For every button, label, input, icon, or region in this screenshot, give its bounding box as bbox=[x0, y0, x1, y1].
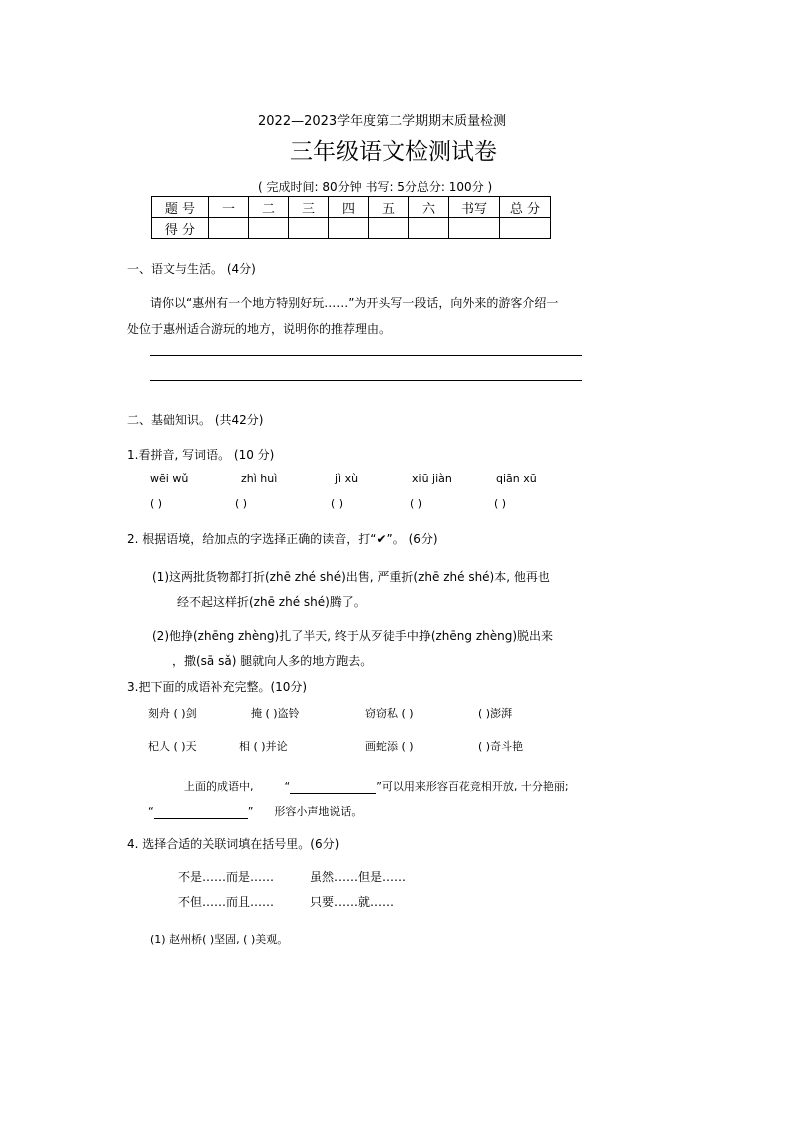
answer-line[interactable] bbox=[150, 355, 582, 356]
q2-item1-line1: (1)这两批货物都打折(zhē zhé shé)出售, 严重折(zhē zhé shé)本, 他再也 bbox=[152, 570, 550, 584]
q1-pinyin: zhì huì bbox=[241, 472, 278, 485]
q4-option: 不是……而是…… bbox=[178, 870, 275, 884]
idiom-item[interactable]: 杞人 ( )天 bbox=[148, 740, 197, 753]
idiom-item[interactable]: ( )澎湃 bbox=[478, 707, 513, 720]
score-input-cell[interactable] bbox=[329, 218, 369, 239]
q1-answer-bracket[interactable]: ( ) bbox=[494, 497, 507, 510]
q2-item1-line2: 经不起这样折(zhē zhé shé)腾了。 bbox=[177, 595, 366, 609]
q4-option: 虽然……但是…… bbox=[310, 870, 407, 884]
score-cell: 二 bbox=[249, 197, 289, 218]
score-cell: 一 bbox=[209, 197, 249, 218]
score-input-cell[interactable] bbox=[249, 218, 289, 239]
score-cell: 五 bbox=[369, 197, 409, 218]
q2-item2-line1: (2)他挣(zhēng zhèng)扎了半天, 终于从歹徒手中挣(zhēng zhèng)脱出来 bbox=[152, 629, 554, 643]
score-input-cell[interactable] bbox=[409, 218, 449, 239]
q1-answer-bracket[interactable]: ( ) bbox=[410, 497, 423, 510]
score-cell: 六 bbox=[409, 197, 449, 218]
idiom-item[interactable]: 掩 ( )盗铃 bbox=[251, 707, 300, 720]
q3-note-line2 bbox=[148, 803, 362, 819]
q3-fill-blank[interactable] bbox=[290, 781, 376, 794]
q3-quote-open: “ bbox=[284, 780, 291, 793]
score-table bbox=[151, 196, 551, 239]
q4-option: 不但……而且…… bbox=[178, 895, 275, 909]
idiom-item[interactable]: 刻舟 ( )剑 bbox=[148, 707, 197, 720]
score-cell: 四 bbox=[329, 197, 369, 218]
idiom-item[interactable]: 相 ( )并论 bbox=[239, 740, 288, 753]
q3-note-part1: 上面的成语中, bbox=[184, 780, 254, 793]
q3-fill-blank[interactable] bbox=[154, 806, 248, 819]
score-table-header-row bbox=[152, 197, 551, 218]
score-input-cell[interactable] bbox=[209, 218, 249, 239]
q1-answer-bracket[interactable]: ( ) bbox=[150, 497, 163, 510]
q1-title: 1.看拼音, 写词语。 (10 分) bbox=[127, 448, 275, 462]
q1-pinyin: qiān xū bbox=[496, 472, 537, 485]
idiom-item[interactable]: ( )奇斗艳 bbox=[478, 740, 524, 753]
q1-pinyin: jì xù bbox=[335, 472, 359, 485]
q3-quote-open: “ bbox=[148, 805, 154, 818]
q3-note-part3: 形容小声地说话。 bbox=[274, 805, 363, 818]
q3-note-line1 bbox=[184, 778, 569, 794]
score-cell: 总 分 bbox=[500, 197, 551, 218]
score-cell: 书写 bbox=[449, 197, 500, 218]
answer-line[interactable] bbox=[150, 380, 582, 381]
q4-option: 只要……就…… bbox=[310, 895, 395, 909]
q2-item2-line2: ，撒(sā sǎ) 腿就向人多的地方跑去。 bbox=[172, 654, 373, 668]
score-cell: 题 号 bbox=[152, 197, 209, 218]
idiom-item[interactable]: 画蛇添 ( ) bbox=[365, 740, 414, 753]
idiom-item[interactable]: 窃窃私 ( ) bbox=[365, 707, 414, 720]
q1-pinyin: wēi wǔ bbox=[150, 472, 189, 485]
q4-title: 4. 选择合适的关联词填在括号里。(6分) bbox=[127, 837, 340, 851]
q4-item1[interactable]: (1) 赵州桥( )坚固, ( )美观。 bbox=[150, 933, 289, 946]
score-input-cell[interactable] bbox=[449, 218, 500, 239]
q3-quote-close: ” bbox=[247, 805, 254, 818]
q1-answer-bracket[interactable]: ( ) bbox=[235, 497, 248, 510]
q3-title: 3.把下面的成语补充完整。(10分) bbox=[127, 680, 308, 694]
score-input-cell[interactable] bbox=[369, 218, 409, 239]
exam-subtitle: 2022—2023学年度第二学期期末质量检测 bbox=[258, 114, 507, 129]
q1-pinyin: xiū jiàn bbox=[412, 472, 452, 485]
score-input-cell[interactable] bbox=[500, 218, 551, 239]
score-input-cell[interactable] bbox=[289, 218, 329, 239]
section1-prompt-line2: 处位于惠州适合游玩的地方，说明你的推荐理由。 bbox=[127, 322, 392, 336]
exam-title: 三年级语文检测试卷 bbox=[290, 139, 497, 165]
q3-note-part2: ”可以用来形容百花竞相开放, 十分艳丽; bbox=[376, 780, 569, 793]
section1-heading: 一、语文与生活。 (4分) bbox=[127, 262, 256, 276]
q1-answer-bracket[interactable]: ( ) bbox=[331, 497, 344, 510]
score-cell: 三 bbox=[289, 197, 329, 218]
q2-title: 2. 根据语境，给加点的字选择正确的读音，打“✔”。 (6分) bbox=[127, 532, 438, 546]
section2-heading: 二、基础知识。 (共42分) bbox=[127, 413, 264, 427]
section1-prompt-line1: 请你以“惠州有一个地方特别好玩……”为开头写一段话，向外来的游客介绍一 bbox=[150, 296, 559, 310]
exam-info: ( 完成时间: 80分钟 书写: 5分总分: 100分 ) bbox=[258, 180, 493, 194]
score-cell: 得 分 bbox=[152, 218, 209, 239]
score-table-score-row bbox=[152, 218, 551, 239]
